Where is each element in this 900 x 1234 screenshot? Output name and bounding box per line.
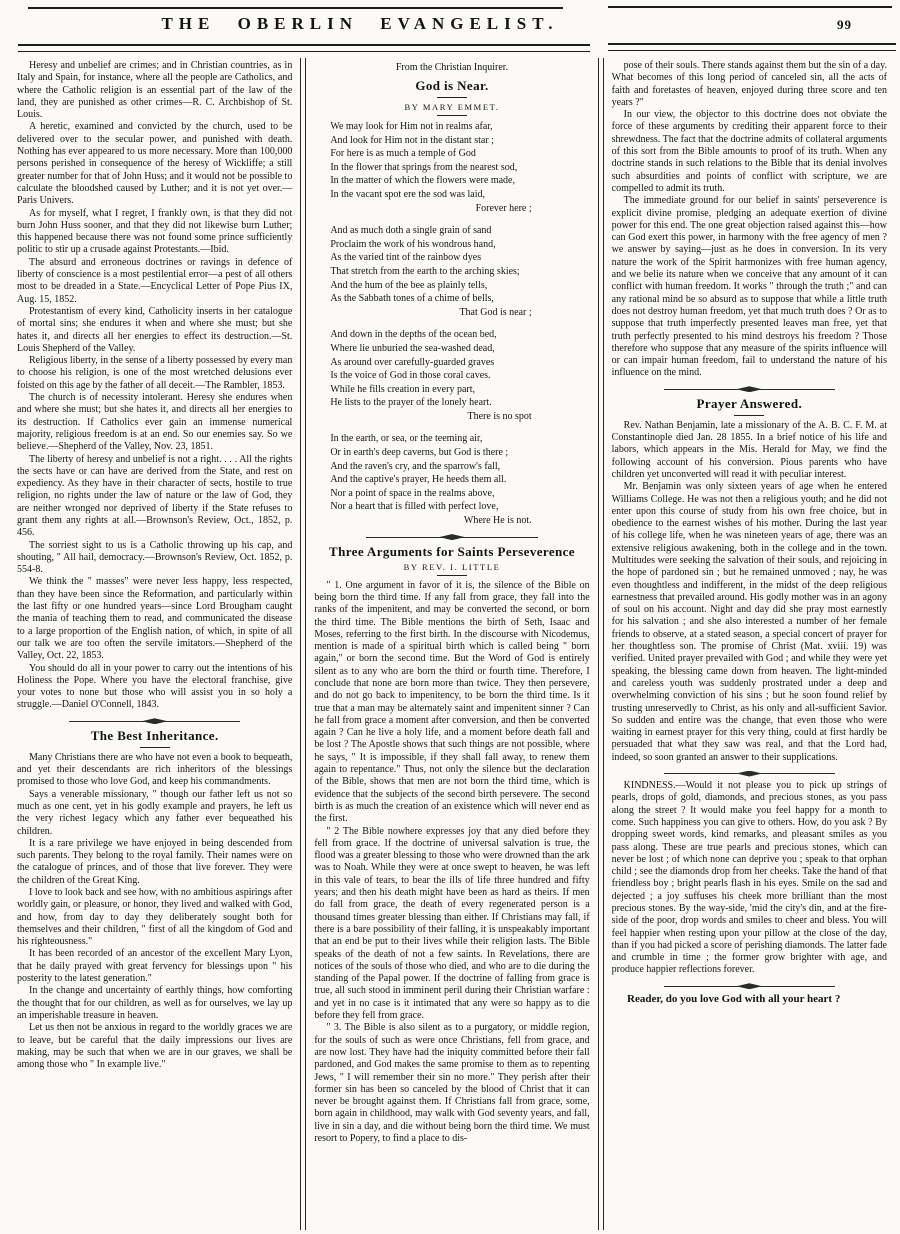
- poem-line: As around over carefully-guarded graves: [330, 356, 495, 368]
- poem-line: And the captive's prayer, He heeds them all.: [330, 474, 507, 486]
- article-paragraph: Mr. Benjamin was only sixteen years of age when he entered Williams College. He was not then a religious youth; and he did not enter upon this course of study from his own free choice, but in obedience to the earnest wishes of his mother. During the last year of his college life, when he was nineteen years of age, there was an extensive religious awakening, both in the college and in the town. Multitudes were seeking the salvation of their souls, and rejoicing in the hope of pardoned sin ; but he remained unmoved ; nay, he was even thoughtless and indifferent, in the midst of the deep religious earnestness that prevailed around. His godly mother was in an agony of soul on his account. Night and day did she pray most earnestly for his salvation ; and she also interested a number of her female friends to observe, at a stated season, a special concert of prayer for her thoughtless son. The promise of Christ (Mat. xviii. 19) was verified. United prayer prevailed with God ; and while they were yet speaking, the blessing came down from heaven. The light-minded and careless youth was suddenly prostrated under a deep and overwhelming conviction of his sins ; but he soon found relief by trusting unreservedly to Christ, as his only and all-sufficient Savior. So sudden and entire was the change, that even those who were waiting in earnest prayer for this very thing, could at first hardly be persuaded that what they saw was real, and that the Lord had, indeed, so soon granted an answer to their supplications.: [611, 481, 887, 763]
- title-rule: [734, 415, 764, 416]
- poem-line: We may look for Him not in realms afar,: [330, 121, 493, 132]
- poem-stanza-4: [314, 432, 589, 527]
- quote-paragraph: The absurd and erroneous doctrines or ravings in defence of liberty of conscience is a most pestilential error—a pest of all others most to be dreaded in a State.—Encyclical Letter of Pope Pius IX, Aug. 15, 1852.: [17, 256, 293, 305]
- article-paragraph: Many Christians there are who have not even a book to bequeath, and yet their descendants are rich inheritors of the blessings promised to those who love God, and keep his commandments.: [17, 751, 293, 788]
- column-1: [10, 58, 299, 1230]
- title-rule: [437, 115, 467, 116]
- page-number: 99: [837, 17, 852, 32]
- quote-paragraph: The sorriest sight to us is a Catholic throwing up his cap, and shouting, " All hail, democracy.—Brownson's Review, Oct. 1852, p. 554-8.: [17, 539, 293, 576]
- article-paragraph: The immediate ground for our belief in saints' perseverence is explicit divine promise, pledging an adequate exertion of divine power for this end. The one great objection raised against this—how can God exert this power, in harmony with the free agency of men ? we answer by saying—just as he does in conversion. In its very nature the work of the Spirit harmonizes with free human agency, and we belie its nature when we conceive that any amount of it can conflict with human freedom. It works " through the truth ;" and can any rational mind be so absurd as to suppose that while a little truth does not destroy human freedom, yet that much truth does ? Or as to suppose that truth imperfectly presented leaves man free, yet that truth perfectly presented to his mind destroys his freedom ? Those therefore who suppose that any measure of the spirits influence will or can impair human freedom, fail to understand the nature of his influence on the mind.: [611, 195, 887, 379]
- poem-line: Where He is not.: [463, 515, 532, 527]
- poem-line: In the flower that springs from the nearest sod,: [330, 161, 518, 173]
- article-paragraph: In the change and uncertainty of earthly things, how comforting the thought that for our children, as well as for ourselves, we lay up an imperishable treasure in heaven.: [17, 985, 293, 1021]
- quote-paragraph: Protestantism of every kind, Catholicity inserts in her catalogue of mortal sins; she endures it when and where she must; but she hates it, and directs all her energies to effect its destruction.—St. Louis Shepherd of the Valley.: [17, 305, 293, 354]
- poem-line: Is the voice of God in those coral caves.: [330, 370, 491, 382]
- page-title: THE OBERLIN EVANGELIST.: [161, 14, 559, 33]
- article-title-best-inheritance: The Best Inheritance.: [90, 727, 219, 743]
- kindness-paragraph: KINDNESS.—Would it not please you to pick up strings of pearls, drops of gold, diamonds, and precious stones, as you pass along the street ? It would make you feel happy for a month to come. Such happiness you can give to others. How, do you ask ? By dropping sweet words, kind remarks, and pleasant smiles as you pass along. These are true pearls and precious stones, which can never be lost ; of which none can deprive you ; speak to that orphan child ; see the diamonds drop from her cheeks. Take the hand of that friendless boy ; bright pearls flash in his eyes. Smile on the sad and dejected ; a joy suffuses his cheek more brilliant than the most precious stones. By the way-side, 'mid the city's din, and at the fire-side of the poor, drop words and smiles to cheer and bless. You will feel happier when resting upon your pillow at the close of the day, than if you had picked a score of perishing diamonds. The latter fade and crumble in time ; the former grow brighter with age, and produce happier reflections forever.: [611, 780, 887, 976]
- article-paragraph: In our view, the objector to this doctrine does not obviate the force of these arguments by crediting their apparent force to their shrewdness. The fact that the doctrine admits of collateral arguments of this sort from the Bible amounts to proof of its truth. When any doctrine stands in such relations to the Bible that its denial involves such absurdities and points of conflict with scripture, we are compelled to admit its truth.: [611, 109, 887, 194]
- column-2: [307, 58, 596, 1230]
- poem-line: And look for Him not in the distant star ;: [330, 134, 494, 146]
- poem-line: Forever here ;: [475, 202, 532, 214]
- column-separator-2: [598, 58, 604, 1230]
- poem-line: That stretch from the earth to the arching skies;: [330, 265, 520, 277]
- poem-stanza-1: [314, 120, 589, 215]
- poem-line: Nor a point of space in the realms above,: [330, 487, 495, 499]
- top-rule-right: [608, 6, 892, 8]
- poem-line: Proclaim the work of his wondrous hand,: [330, 238, 496, 250]
- article-paragraph: Says a venerable missionary, " though our father left us not so much as one cent, yet in his godly example and prayers, he left us the very richest legacy which any father ever bequeathed his children.: [17, 788, 293, 837]
- quote-paragraph: Religious liberty, in the sense of a liberty possessed by every man to choose his religion, is one of the most wretched delusions ever foisted on this age by the father of all deceit.—The Rambler, 1853.: [17, 355, 293, 391]
- poem-line: And as much doth a single grain of sand: [330, 225, 492, 237]
- poem-line: Nor a heart that is filled with perfect love,: [330, 501, 499, 513]
- poem-line: And down in the depths of the ocean bed,: [330, 329, 497, 341]
- quote-paragraph: The church is of necessity intolerant. Heresy she endures when and where she must; but she hates it, and directs all her energies to its destruction. If Catholics ever gain an immense numerical majority, religious freedom is at an end. So our enemies say. So we believe.—Shepherd of the Valley, Nov. 23, 1851.: [17, 392, 293, 453]
- column-separator-1: [300, 58, 306, 1230]
- poem-line: And the hum of the bee as plainly tells,: [330, 279, 488, 291]
- poem-stanza-3: [314, 328, 589, 423]
- quote-paragraph: A heretic, examined and convicted by the church, used to be delivered over to the secular power, and punished with death. Nothing has ever appeared to us more necessary. More than 100,000 persons perished in consequence of the heresy of Wickliffe; a still greater number for that of John Huss; and it would not be possible to calculate the bloodshed caused by Luther; and it is not yet over.—Paris Univers.: [17, 121, 293, 207]
- three-arguments-byline: BY REV. I. LITTLE: [403, 561, 501, 572]
- poem-line: While he fills creation in every part,: [330, 383, 475, 395]
- poem-line: As the Sabbath tones of a chime of bells,: [330, 293, 494, 305]
- columns-container: [0, 54, 900, 1230]
- poem-stanza-2: [314, 224, 589, 319]
- article-paragraph: " 2 The Bible nowhere expresses joy that any died before they fell from grace. If the doctrine of universal salvation is true, the flood was a greater blessing to those who were drowned than the ark was to Noah. While they were at once swept to heaven, he was left in this vale of tears, to bear the ills of life three hundred and fifty years; and then his death might have been as hard as theirs. If men do fall from grace, the death of every regenerated person is a thousand times greater blessing than either. If Christians may fall, if there is a bare possibility of their falling, it is unspeakably important that an end be put to their lives while their religion lasts. The Bible speaks of the death of not a few saints. In Revelations, there are notices of the souls of those who died, and who are to die during the standing of the Papal power. If the doctrine of falling from grace is true, all such stood in imminent peril during their Christian warfare : and yet in no case is it intimated that any were so happy as to die before they fell from grace.: [314, 825, 590, 1022]
- masthead-rule-right: [608, 43, 896, 51]
- quote-paragraph: You should do all in your power to carry out the intentions of his Holiness the Pope. Where you have the electoral franchise, give your votes to none but those who will assist you in so holy a struggle.—Daniel O'Connell, 1843.: [17, 662, 293, 711]
- prayer-answered-body: [612, 420, 887, 764]
- section-divider: [366, 537, 537, 538]
- masthead: [0, 0, 900, 54]
- article-title-prayer-answered: Prayer Answered.: [696, 395, 803, 411]
- article-paragraph: Rev. Nathan Benjamin, late a missionary of the A. B. C. F. M. at Constantinople died Jan. 28 1855. In a brief notice of his life and labors, which appears in the Mis. Herald for May, we find the following account of his conversion. Pious parents who have children yet unconverted will read it with peculiar interest.: [611, 419, 887, 480]
- section-divider: [69, 721, 240, 722]
- poem-line: He lists to the prayer of the lonely heart.: [330, 397, 492, 409]
- article-paragraph: It has been recorded of an ancestor of the excellent Mary Lyon, that he daily prayed with great fervency for blessings upon " his posterity to the latest generation.": [17, 948, 293, 985]
- poem-line: In the vacant spot ere the sod was laid,: [330, 188, 486, 200]
- poem-line: In the matter of which the flowers were made,: [330, 175, 515, 187]
- section-divider: [664, 773, 835, 774]
- section-divider: [664, 986, 835, 987]
- article-paragraph: I love to look back and see how, with no ambitious aspirings after worldly gain, or pleasure, or honor, they lived and walked with God, and how, from day to day they deliberately sought both for themselves and their children, " first of all the kingdom of God and his righteousness.": [17, 887, 293, 948]
- poem-byline: BY MARY EMMET.: [404, 102, 500, 112]
- poem-line: There is no spot: [467, 410, 532, 422]
- closing-question: Reader, do you love God with all your heart ?: [627, 992, 841, 1005]
- title-rule: [437, 97, 467, 98]
- quote-paragraph: We think the " masses" were never less happy, less respected, than they have been since the Reformation, and particularly within the last fifty or one hundred years—since Lord Brougham caught the mania of teaching them to read, and communicated the disease to a large proportion of the English nation, of which, in spite of all our talk we are too often the servile imitators.—Shepherd of the Valley, Oct. 22, 1853.: [17, 576, 293, 662]
- article-title-three-arguments: Three Arguments for Saints Perseverence: [329, 543, 575, 559]
- poem-line: That God is near ;: [459, 306, 532, 318]
- poem-title: God is Near.: [415, 78, 489, 93]
- title-rule: [140, 747, 170, 748]
- quote-paragraph: As for myself, what I regret, I frankly own, is that they did not burn John Huss sooner, and that they did not likewise burn Luther; this happened because there was not found some prince sufficiently politic to stir up a crusade against Protestants.—Ibid.: [17, 207, 293, 256]
- article-paragraph: Let us then not be anxious in regard to the worldly graces we are to leave, but be careful that the daily impressions our lives are making, may be such that when we are in our graves, we shall be among those who " In example live.": [17, 1022, 293, 1071]
- article-paragraph: " 1. One argument in favor of it is, the silence of the Bible on being born the third time. If any fall from grace, they fall into the ranks of the impenitent, and may be converted the second, or born the third time. The Bible mentions the birth of Seth, Isaac and Moses, referring to the first birth. In the discourse with Nicodemus, mention is made of a spiritual birth which is called being " born again," or born the second time. But the Word of God is entirely silent as to any who are born the third or fourth time. Therefore, I conclude that none are born more than twice. They then persevere, and do not go back to impenitency, to be born the third time. Is it true that a man may be alternately saint and impenitent sinner ? Can he fall from grace a moment after conversion, and then be converted again ? Can he live a holy life, and a moment before death fall and be lost ? The Apostle shows that such things are not possible, where he says, " It is impossible, if they shall fall away, to renew them again to repentance." Thus, not only the silence but the declaration of the Bible, shows that men are not born the third time, which is evidence that the subjects of the second birth persevere. The second birth is as much the creation of an existence which will never end as the first.: [314, 579, 590, 825]
- quote-paragraph: Heresy and unbelief are crimes; and in Christian countries, as in Italy and Spain, for instance, where all the people are Catholics, and where the Catholic religion is an essential part of the law of the land, they are punished as other crimes—R. C. Archbishop of St. Louis.: [17, 60, 293, 121]
- best-inheritance-body: [17, 752, 292, 1072]
- three-arguments-continuation: [612, 60, 887, 380]
- poem-line: In the earth, or sea, or the teeming air,: [330, 433, 483, 445]
- section-divider: [664, 389, 835, 390]
- top-rule-left: [28, 7, 563, 9]
- title-rule: [437, 575, 467, 576]
- three-arguments-body: [314, 580, 589, 1146]
- poem-line: As the varied tint of the rainbow dyes: [330, 252, 482, 264]
- poem-source: From the Christian Inquirer.: [395, 62, 509, 73]
- masthead-rule-left: [18, 44, 590, 52]
- quotes-section: [17, 60, 292, 712]
- article-paragraph: It is a rare privilege we have enjoyed in being descended from such parents. They belong to the royal family. Their names were on the catalogue of princes, and of those that live forever. They were the children of the Great King.: [17, 837, 293, 886]
- quote-paragraph: The liberty of heresy and unbelief is not a right. . . . All the rights the sects have or can have are derived from the State, and rest on expediency. As they have in their character of sects, hostile to true religion, no rights under the law of nature or the law of God, they are neither wronged nor deprived of liberty if the State refuses to grant them any rights at all.—Brownson's Review, Oct., 1852, p. 456.: [17, 453, 293, 539]
- poem-line: Where lie unburied the sea-washed dead,: [330, 342, 495, 354]
- poem-line: For here is as much a temple of God: [330, 148, 476, 160]
- poem-line: And the raven's cry, and the sparrow's fall,: [330, 460, 501, 472]
- article-paragraph: pose of their souls. There stands against them but the sin of a day. What becomes of this long period of canceled sin, all the acts of faith and foretastes of heaven, enjoyed during three score and ten years ?": [611, 60, 887, 108]
- article-paragraph: " 3. The Bible is also silent as to a purgatory, or middle region, for the souls of such as were once Christians, fell from grace, and are now lost. They have had the iniquity committed before their fall pardoned, and God makes the same promise to them as to repenting Jews, " I will remember their sin no more." They perish after their former sin has been so canceled by the blood of Christ that it can never be brought against them. If Christians fall from grace, some, born again in childhood, may walk with God seventy years, and fall, live in sin a day, and die without being born the third time. We must resort to Popery, to find a place to dis-: [314, 1022, 590, 1144]
- column-3: [605, 58, 894, 1230]
- poem-line: Or in earth's deep caverns, but God is there ;: [330, 447, 509, 459]
